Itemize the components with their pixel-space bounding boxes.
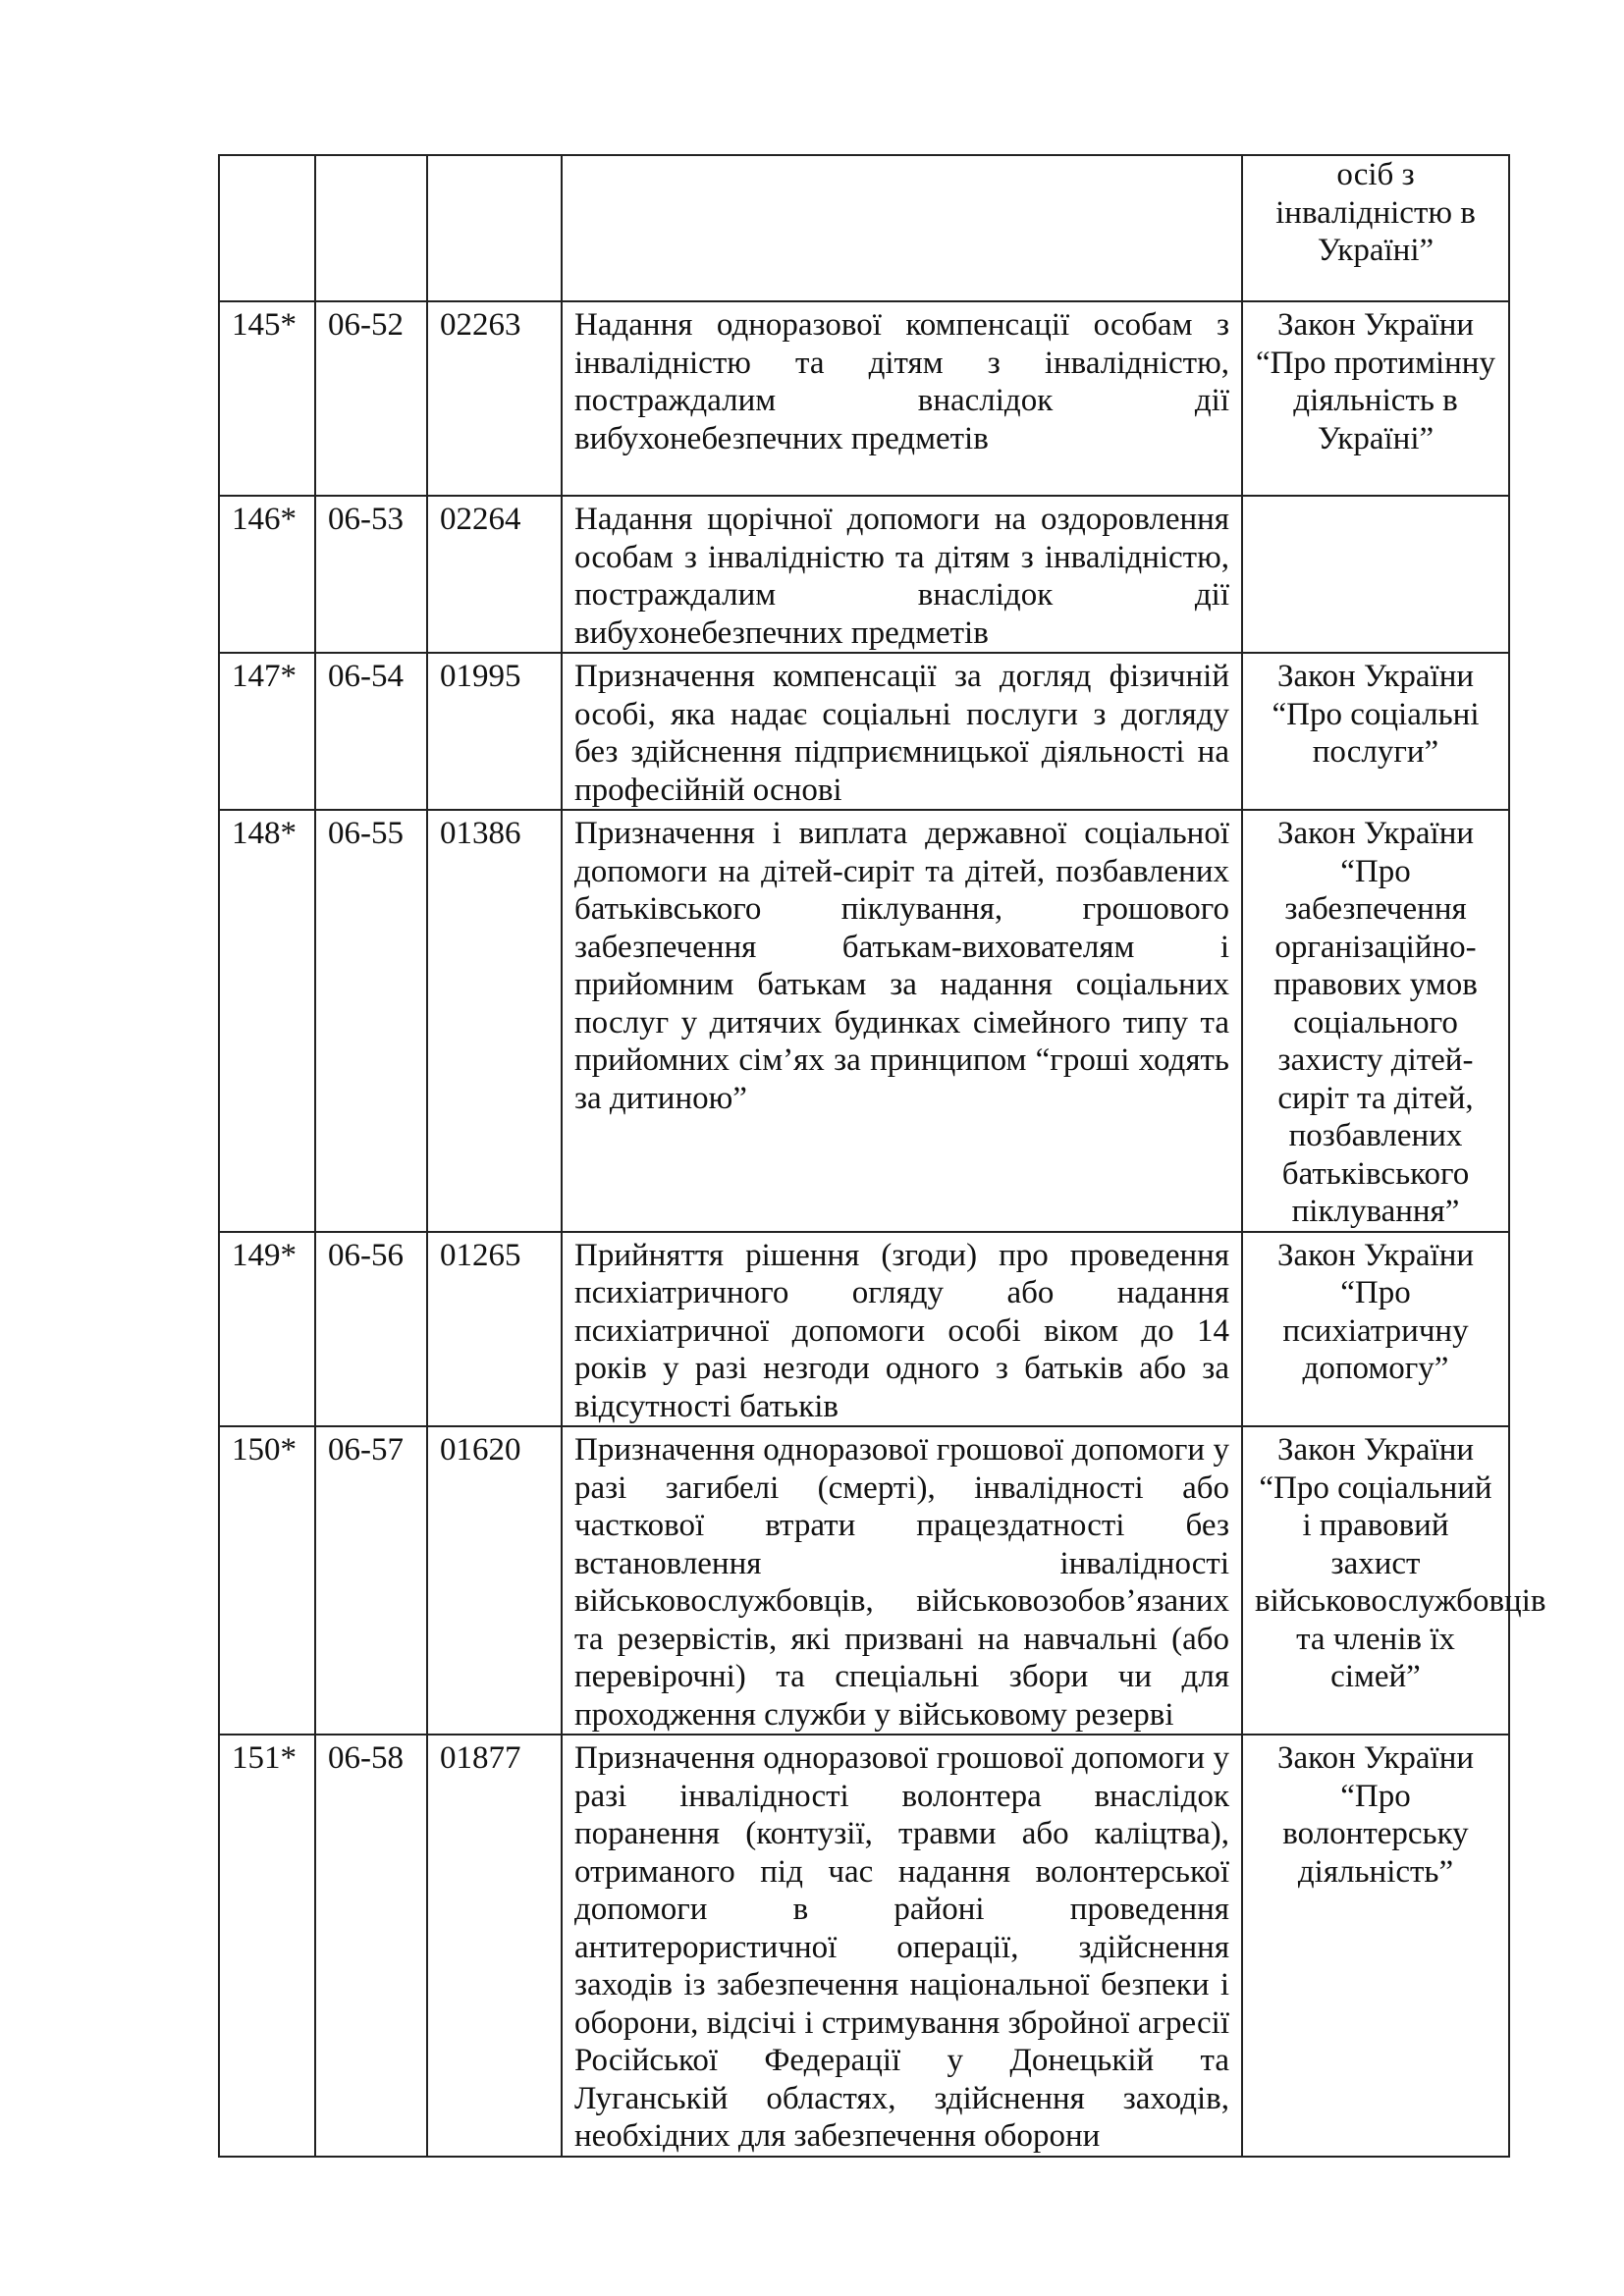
row-id [427,155,562,301]
row-id: 02263 [427,301,562,496]
services-table [218,154,1546,2158]
row-number: 151* [219,1735,315,2157]
table-row [219,1232,1509,1427]
row-number [219,155,315,301]
row-code: 06-54 [315,653,427,810]
table-row [219,1735,1509,2157]
row-code: 06-56 [315,1232,427,1427]
table-row [219,496,1509,653]
row-number: 148* [219,810,315,1232]
row-number: 146* [219,496,315,653]
row-code: 06-57 [315,1426,427,1735]
row-law: Закон України “Про волонтерську діяльність” [1242,1735,1509,2157]
row-service-name [562,155,1242,301]
row-service-name: Призначення одноразової грошової допомоги у разі інвалідності волонтера внаслідок поранення (контузії, травми або каліцтва), отриманого під час надання волонтерської допомоги в районі проведення антитерористичної операції, здійснення заходів із забезпечення національної безпеки і оборони, відсічі і стримування збройної агресії Російської Федерації у Донецькій та Луганській областях, здійснення заходів, необхідних для забезпечення оборони [562,1735,1242,2157]
table-row [219,301,1509,496]
row-id: 01995 [427,653,562,810]
row-law: Закон України “Про психіатричну допомогу” [1242,1232,1509,1427]
row-number: 150* [219,1426,315,1735]
row-number: 147* [219,653,315,810]
row-number: 145* [219,301,315,496]
row-id: 02264 [427,496,562,653]
row-service-name: Призначення компенсації за догляд фізичній особі, яка надає соціальні послуги з догляду без здійснення підприємницької діяльності на професійній основі [562,653,1242,810]
row-id: 01265 [427,1232,562,1427]
table-row-continuation [219,155,1509,301]
row-law [1242,496,1509,653]
row-service-name: Прийняття рішення (згоди) про проведення психіатричного огляду або надання психіатричної допомоги особі віком до 14 років у разі незгоди одного з батьків або за відсутності батьків [562,1232,1242,1427]
table-row [219,653,1509,810]
row-law: осіб з інвалідністю в Україні” [1242,155,1509,301]
row-id: 01620 [427,1426,562,1735]
row-code: 06-58 [315,1735,427,2157]
row-law: Закон України “Про соціальний і правовий захист військовослужбовців та членів їх сімей” [1242,1426,1509,1735]
row-law: Закон України “Про забезпечення організаційно-правових умов соціального захисту дітей-сиріт та дітей, позбавлених батьківського піклування” [1242,810,1509,1232]
row-law: Закон України “Про соціальні послуги” [1242,653,1509,810]
row-number: 149* [219,1232,315,1427]
row-law: Закон України “Про протимінну діяльність в Україні” [1242,301,1509,496]
row-service-name: Призначення одноразової грошової допомоги у разі загибелі (смерті), інвалідності або часткової втрати працездатності без встановлення інвалідності військовослужбовців, військовозобов’язаних та резервістів, які призвані на навчальні (або перевірочні) та спеціальні збори чи для проходження служби у військовому резерві [562,1426,1242,1735]
row-code [315,155,427,301]
row-id: 01877 [427,1735,562,2157]
row-code: 06-53 [315,496,427,653]
table-row [219,810,1509,1232]
row-service-name: Призначення і виплата державної соціальної допомоги на дітей-сиріт та дітей, позбавлених батьківського піклування, грошового забезпечення батькам-вихователям і прийомним батькам за надання соціальних послуг у дитячих будинках сімейного типу та прийомних сім’ях за принципом “гроші ходять за дитиною” [562,810,1242,1232]
row-code: 06-55 [315,810,427,1232]
table-row [219,1426,1509,1735]
row-code: 06-52 [315,301,427,496]
row-id: 01386 [427,810,562,1232]
row-service-name: Надання одноразової компенсації особам з інвалідністю та дітям з інвалідністю, постраждалим внаслідок дії вибухонебезпечних предметів [562,301,1242,496]
row-service-name: Надання щорічної допомоги на оздоровлення особам з інвалідністю та дітям з інвалідністю, постраждалим внаслідок дії вибухонебезпечних предметів [562,496,1242,653]
